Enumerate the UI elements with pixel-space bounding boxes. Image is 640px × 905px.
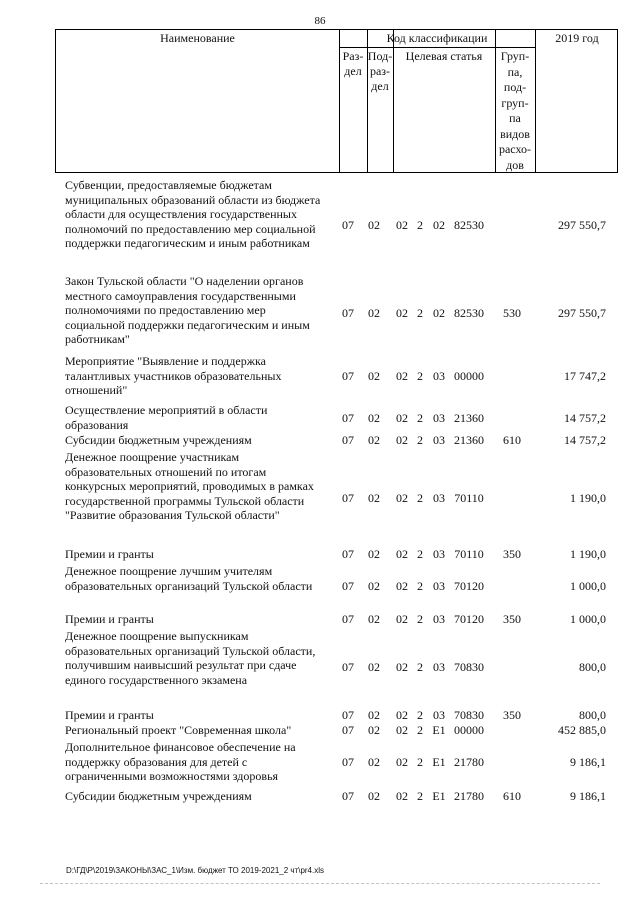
cell-c4: 00000 xyxy=(454,369,484,383)
cell-c2: 2 xyxy=(417,306,423,320)
row-name-line: Осуществление мероприятий в области xyxy=(65,403,268,417)
cell-c2: 2 xyxy=(417,789,423,803)
cell-c4: 21780 xyxy=(454,789,484,803)
row-name-line: конкурсных мероприятий, проводимых в рамках xyxy=(65,479,314,494)
header-target: Целевая статья xyxy=(405,49,483,63)
cell-r: 07 xyxy=(342,660,354,674)
cell-c3: 03 xyxy=(433,660,445,674)
cell-c3: E1 xyxy=(432,789,446,803)
header-name: Наименование xyxy=(160,31,235,45)
cell-c1: 02 xyxy=(396,723,408,737)
row-name-line: государственной программы Тульской области xyxy=(65,493,305,508)
header-podrazdel: Под- раз- дел xyxy=(367,49,393,93)
cell-c2: 2 xyxy=(417,547,423,561)
cell-c1: 02 xyxy=(396,369,408,383)
cell-c1: 02 xyxy=(396,433,408,447)
cell-c3: 03 xyxy=(433,369,445,383)
cell-r: 07 xyxy=(342,612,354,626)
row-name-line: полномочий по предоставлению мер социальной xyxy=(65,221,316,236)
cell-c4: 82530 xyxy=(454,218,484,232)
cell-r: 07 xyxy=(342,789,354,803)
row-name-line: Премии и гранты xyxy=(65,547,154,561)
cell-r: 07 xyxy=(342,579,354,593)
row-name-line: Мероприятие "Выявление и поддержка xyxy=(65,354,266,368)
page-number: 86 xyxy=(314,15,326,27)
cell-pr: 02 xyxy=(368,708,380,722)
row-name-line: Дополнительное финансовое обеспечение на xyxy=(65,740,296,754)
cell-vr: 530 xyxy=(503,306,521,320)
row-name-line: единого государственного экзамена xyxy=(65,672,248,687)
cell-c4: 21780 xyxy=(454,755,484,769)
cell-c2: 2 xyxy=(417,612,423,626)
row-name xyxy=(65,564,345,593)
col-divider xyxy=(535,30,536,172)
row-name-line: образования xyxy=(65,417,129,432)
row-name xyxy=(65,740,345,784)
row-name xyxy=(65,723,345,738)
row-name-line: поддержку образования для детей с xyxy=(65,754,248,769)
cell-c4: 70830 xyxy=(454,708,484,722)
row-name-line: Денежное поощрение лучшим учителям xyxy=(65,564,273,578)
row-name xyxy=(65,612,345,627)
cell-pr: 02 xyxy=(368,306,380,320)
row-name xyxy=(65,354,345,398)
scan-artifact-line xyxy=(40,883,600,884)
cell-c3: E1 xyxy=(432,723,446,737)
row-name xyxy=(65,178,345,251)
cell-c1: 02 xyxy=(396,547,408,561)
cell-c2: 2 xyxy=(417,218,423,232)
file-path-footer: D:\ГД\Р\2019\ЗАКОНЫ\ЗАС_1\Изм. бюджет ТО 2019-2021_2 чт\pr4.xls xyxy=(66,866,324,875)
cell-amount: 9 186,1 xyxy=(570,755,606,769)
cell-pr: 02 xyxy=(368,579,380,593)
cell-c2: 2 xyxy=(417,660,423,674)
cell-r: 07 xyxy=(342,547,354,561)
row-name xyxy=(65,403,345,432)
cell-c2: 2 xyxy=(417,579,423,593)
cell-amount: 1 190,0 xyxy=(570,547,606,561)
cell-c1: 02 xyxy=(396,612,408,626)
cell-c1: 02 xyxy=(396,579,408,593)
cell-c3: 03 xyxy=(433,547,445,561)
cell-amount: 452 885,0 xyxy=(558,723,606,737)
row-name xyxy=(65,274,345,347)
row-name-line: области для осуществления государственных xyxy=(65,207,297,222)
cell-c4: 70120 xyxy=(454,612,484,626)
cell-vr: 350 xyxy=(503,708,521,722)
cell-c2: 2 xyxy=(417,723,423,737)
cell-pr: 02 xyxy=(368,218,380,232)
row-name-line: Денежное поощрение участникам xyxy=(65,450,240,464)
row-name-line: работникам" xyxy=(65,332,130,347)
row-name xyxy=(65,433,345,448)
row-name-line: Денежное поощрение выпускникам xyxy=(65,629,249,643)
cell-c4: 21360 xyxy=(454,433,484,447)
header-year: 2019 год xyxy=(555,31,599,45)
cell-r: 07 xyxy=(342,369,354,383)
cell-c4: 70830 xyxy=(454,660,484,674)
row-name-line: полномочиями по предоставлению мер xyxy=(65,303,266,318)
cell-c1: 02 xyxy=(396,411,408,425)
cell-c4: 21360 xyxy=(454,411,484,425)
cell-pr: 02 xyxy=(368,755,380,769)
cell-c1: 02 xyxy=(396,708,408,722)
code-divider xyxy=(339,47,535,48)
row-name xyxy=(65,789,345,804)
row-name-line: социальной поддержки педагогическим и иным xyxy=(65,317,310,332)
cell-vr: 350 xyxy=(503,612,521,626)
cell-c3: 03 xyxy=(433,579,445,593)
cell-pr: 02 xyxy=(368,612,380,626)
row-name-line: Региональный проект "Современная школа" xyxy=(65,723,292,737)
cell-r: 07 xyxy=(342,723,354,737)
cell-pr: 02 xyxy=(368,789,380,803)
header-razdel: Раз- дел xyxy=(342,49,364,78)
cell-c1: 02 xyxy=(396,755,408,769)
cell-c2: 2 xyxy=(417,708,423,722)
cell-pr: 02 xyxy=(368,547,380,561)
cell-amount: 800,0 xyxy=(579,660,606,674)
cell-c4: 00000 xyxy=(454,723,484,737)
cell-pr: 02 xyxy=(368,433,380,447)
cell-amount: 800,0 xyxy=(579,708,606,722)
row-name-line: Субвенции, предоставляемые бюджетам xyxy=(65,178,272,192)
cell-amount: 1 000,0 xyxy=(570,579,606,593)
cell-vr: 610 xyxy=(503,789,521,803)
cell-amount: 297 550,7 xyxy=(558,218,606,232)
row-name-line: местного самоуправления государственными xyxy=(65,288,296,303)
row-name-line: образовательных организаций Тульской области xyxy=(65,578,313,593)
row-name-line: поддержки педагогическим и иным работникам xyxy=(65,236,310,251)
cell-r: 07 xyxy=(342,433,354,447)
cell-c1: 02 xyxy=(396,306,408,320)
row-name-line: образовательных отношений по итогам xyxy=(65,464,267,479)
header-group: Груп- па, под- груп- па видов расхо- дов xyxy=(498,49,532,172)
row-name-line: ограниченными возможностями здоровья xyxy=(65,769,279,784)
cell-pr: 02 xyxy=(368,723,380,737)
row-name-line: талантливых участников образовательных xyxy=(65,368,282,383)
cell-c2: 2 xyxy=(417,369,423,383)
cell-r: 07 xyxy=(342,306,354,320)
cell-pr: 02 xyxy=(368,660,380,674)
row-name xyxy=(65,450,345,523)
cell-pr: 02 xyxy=(368,369,380,383)
cell-c4: 70110 xyxy=(454,491,484,505)
cell-r: 07 xyxy=(342,708,354,722)
cell-c3: 03 xyxy=(433,612,445,626)
table-header xyxy=(55,29,618,173)
cell-c2: 2 xyxy=(417,411,423,425)
cell-amount: 17 747,2 xyxy=(564,369,606,383)
cell-c4: 70110 xyxy=(454,547,484,561)
row-name xyxy=(65,708,345,723)
row-name-line: получившим наивысший результат при сдаче xyxy=(65,658,297,673)
cell-c3: 02 xyxy=(433,306,445,320)
cell-amount: 14 757,2 xyxy=(564,433,606,447)
cell-c1: 02 xyxy=(396,789,408,803)
cell-r: 07 xyxy=(342,755,354,769)
row-name-line: Субсидии бюджетным учреждениям xyxy=(65,433,252,447)
row-name-line: образовательных организаций Тульской области, xyxy=(65,643,316,658)
row-name-line: Премии и гранты xyxy=(65,612,154,626)
cell-c3: 02 xyxy=(433,218,445,232)
cell-pr: 02 xyxy=(368,411,380,425)
cell-c3: E1 xyxy=(432,755,446,769)
cell-c2: 2 xyxy=(417,433,423,447)
cell-amount: 1 190,0 xyxy=(570,491,606,505)
cell-r: 07 xyxy=(342,491,354,505)
cell-c4: 70120 xyxy=(454,579,484,593)
cell-vr: 350 xyxy=(503,547,521,561)
row-name-line: Закон Тульской области "О наделении органов xyxy=(65,274,304,288)
cell-r: 07 xyxy=(342,218,354,232)
row-name-line: отношений" xyxy=(65,383,128,398)
cell-c3: 03 xyxy=(433,708,445,722)
cell-c1: 02 xyxy=(396,660,408,674)
row-name-line: Премии и гранты xyxy=(65,708,154,722)
cell-pr: 02 xyxy=(368,491,380,505)
row-name xyxy=(65,629,345,687)
cell-amount: 14 757,2 xyxy=(564,411,606,425)
row-name-line: муниципальных образований области из бюджета xyxy=(65,192,321,207)
cell-c3: 03 xyxy=(433,433,445,447)
row-name-line: "Развитие образования Тульской области" xyxy=(65,508,280,523)
row-name xyxy=(65,547,345,562)
cell-c2: 2 xyxy=(417,491,423,505)
cell-vr: 610 xyxy=(503,433,521,447)
cell-amount: 1 000,0 xyxy=(570,612,606,626)
row-name-line: Субсидии бюджетным учреждениям xyxy=(65,789,252,803)
cell-amount: 297 550,7 xyxy=(558,306,606,320)
cell-amount: 9 186,1 xyxy=(570,789,606,803)
cell-c2: 2 xyxy=(417,755,423,769)
header-code: Код классификации xyxy=(386,31,488,45)
cell-c1: 02 xyxy=(396,218,408,232)
cell-c4: 82530 xyxy=(454,306,484,320)
cell-r: 07 xyxy=(342,411,354,425)
cell-c3: 03 xyxy=(433,411,445,425)
cell-c3: 03 xyxy=(433,491,445,505)
cell-c1: 02 xyxy=(396,491,408,505)
